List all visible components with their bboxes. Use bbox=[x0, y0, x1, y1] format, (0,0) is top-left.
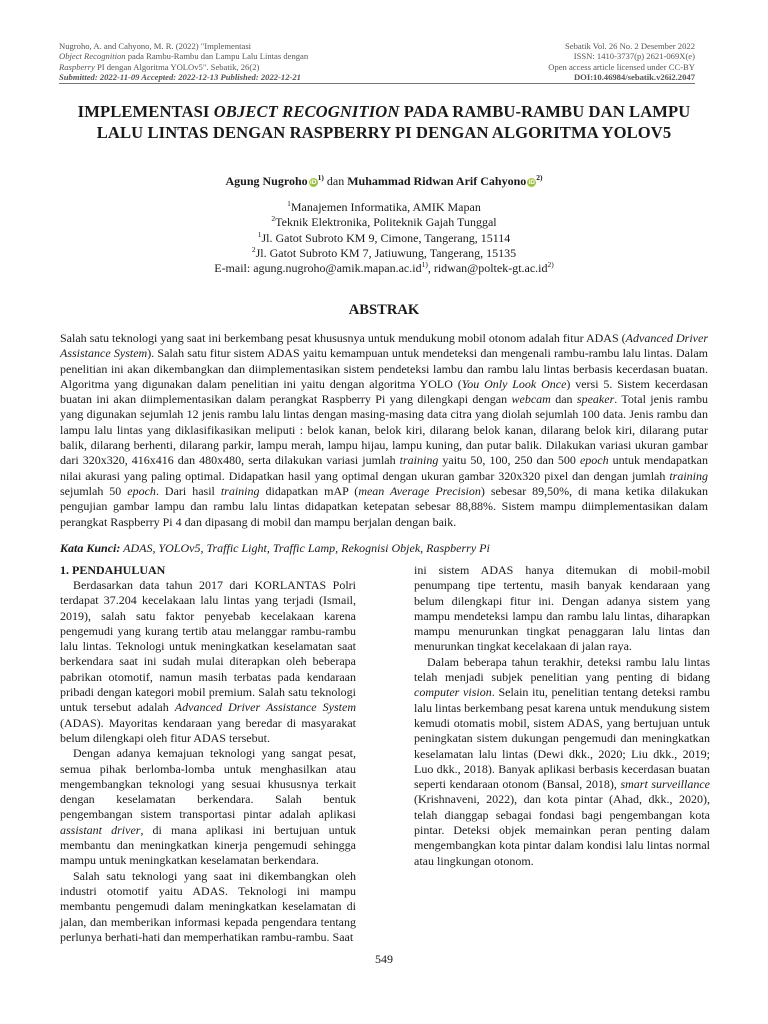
body-paragraph: Berdasarkan data tahun 2017 dari KORLANTAS Polri terdapat 37.204 kecelakaan lalu lintas yang terjadi (Ismail, 2019), salah satu faktor penyebab kecelakaan karena pengemudi yang kurang tertib atau melanggar rambu-rambu lalu lintas. Teknologi untuk meningkatkan keselamatan saat berkendara saat ini sudah mulai diterapkan oleh beberapa pabrikan otomotif, namun masih terbatas pada kendaraan pribadi dengan kategori mobil premium. Salah satu teknologi untuk tersebut adalah Advanced Driver Assistance System (ADAS). Mayoritas kendaraan yang beredar di masyarakat belum dilengkapi oleh fitur ADAS tersebut. bbox=[60, 578, 356, 745]
affiliation-line: $^2$Jl. Gatot Subroto KM 7, Jatiuwung, Tangerang, 15135 bbox=[251, 244, 517, 260]
body-column-left bbox=[60, 563, 356, 945]
author-1: Agung Nugroho bbox=[225, 174, 308, 188]
orcid-icon[interactable]: iD bbox=[309, 179, 317, 186]
header-divider bbox=[59, 83, 695, 84]
affiliation-line: $^1$Jl. Gatot Subroto KM 9, Cimone, Tangerang, 15114 bbox=[257, 229, 511, 245]
email-link-2[interactable]: ridwan@poltek-gt.ac.id bbox=[433, 261, 548, 276]
header-dates: Submitted: 2022-11-09 Accepted: 2022-12-13 Published: 2022-12-21 bbox=[59, 71, 301, 82]
author-2: Muhammad Ridwan Arif Cahyono bbox=[347, 174, 527, 188]
abstract-heading: ABSTRAK bbox=[348, 302, 420, 318]
body-paragraph: Salah satu teknologi yang saat ini dikembangkan oleh industri otomotif yaitu ADAS. Teknologi ini mampu membantu pengemudi dalam meningkatkan keselamatan di jalan, dan memberikan informasi kepada pengendara tentang perlunya berhati-hati dan memperhatikan rambu-rambu. Saat bbox=[60, 868, 356, 944]
abstract-paragraph: Salah satu teknologi yang saat ini berkembang pesat khususnya untuk mendukung mobil otonom adalah fitur ADAS (Advanced Driver Assistance System). Salah satu fitur sistem ADAS yaitu kemampuan untuk mendeteksi dan mengenali rambu-rambu lalu lintas. Dalam penelitian ini akan dikembangkan dan diimplementasikan sistem pendeteksi lambu dan rambu lalu lintas berbasis kecerdasan buatan. Algoritma yang digunakan dalam penelitian ini yaitu dengan algoritma YOLO (You Only Look Once) versi 5. Sistem kecerdasan buatan ini akan diimplementasikan dalam perangkat Raspberry Pi yang dilengkapi dengan webcam dan speaker. Total jenis rambu yang digunakan sejumlah 12 jenis rambu lalu lintas dengan masing-masing data citra yang diolah sejumlah 100 data. Jenis rambu dan lampu lalu lintas yang diklasifikasikan meliputi : belok kanan, belok kiri, dilarang belok kanan, dilarang belok kiri, dilarang putar balik, dilarang berhenti, dilarang parkir, lampu merah, lampu hijau, lampu kuning, dan putar balik. Dilakukan variasi ukuran gambar dari 320x320, 416x416 dan 480x480, serta dilakukan variasi jumlah training yaitu 50, 100, 250 dan 500 epoch untuk mendapatkan nilai akurasi yang paling optimal. Didapatkan hasil yang optimal dengan ukuran gambar 320x320 pixel dan dengan jumlah training sejumlah 50 epoch. Dari hasil training didapatkan mAP (mean Average Precision) sebesar 89,50%, di mana ketika dilakukan pengujian gambar lampu dan rambu lalu lintas didapatkan ketepatan sebesar 88,88%. Sistem mampu diimplementasikan dalam perangkat Raspberry Pi 4 dan dipasang di mobil dan mampu berjalan dengan baik. bbox=[60, 331, 709, 529]
email-line: E-mail: $agung.nugroho@amik.mapan.ac.id^{1)}$, $ridwan@poltek-gt.ac.id^{2)}$ bbox=[214, 260, 554, 276]
keywords-label: Kata Kunci: bbox=[60, 541, 121, 555]
header-citation-line1: Nugroho, A. and Cahyono, M. R. (2022) "Implementasi bbox=[59, 41, 252, 51]
affiliations bbox=[60, 200, 708, 276]
orcid-icon[interactable]: iD bbox=[528, 179, 535, 186]
running-header-journal bbox=[435, 41, 695, 82]
header-license: Open access article licensed under CC-BY bbox=[548, 61, 695, 72]
keywords-list: ADAS, YOLOv5, Traffic Light, Traffic Lamp, Rekognisi Objek, Raspberry Pi bbox=[120, 541, 490, 555]
body-column-right bbox=[414, 563, 710, 869]
header-citation-line2: Object Recognition pada Rambu-Rambu dan Lampu Lalu Lintas dengan bbox=[59, 51, 309, 62]
affiliation-line: $^2$Teknik Elektronika, Politeknik Gajah Tunggal bbox=[271, 214, 497, 230]
running-header-citation bbox=[59, 41, 389, 82]
keywords bbox=[60, 541, 708, 556]
affiliation-line: $^1$Manajemen Informatika, AMIK Mapan bbox=[287, 199, 481, 214]
header-issn: ISSN: 1410-3737(p) 2621-069X(e) bbox=[573, 51, 695, 62]
paper-title: IMPLEMENTASI OBJECT RECOGNITION PADA RAMBU-RAMBU DAN LAMPU LALU LINTAS DENGAN RASPBERRY PI DENGAN ALGORITMA YOLOV5 bbox=[77, 102, 691, 142]
header-citation-line3: Raspberry PI dengan Algoritma YOLOv5". Sebatik, 26(2) bbox=[59, 61, 260, 72]
body-paragraph: Dalam beberapa tahun terakhir, deteksi rambu lalu lintas telah menjadi subjek penelitian yang penting di bidang computer vision. Selain itu, penelitian tentang deteksi rambu lalu lintas berkembang pesat karena untuk mendukung sistem kemudi otomatis mobil, sistem ADAS, yang bertujuan untuk peningkatan sistem dukungan pengemudi dan meningkatkan keselamatan lalu lintas (Dewi dkk., 2020; Liu dkk., 2019; Luo dkk., 2018). Banyak aplikasi berbasis kecerdasan buatan seperti kendaraan otonom (Bansal, 2018), smart surveillance (Krishnaveni, 2022), dan kota pintar (Ahad, dkk., 2020), telah dianggap sebagai fondasi bagi pengembangan kota pintar. Deteksi objek memainkan peran penting dalam mengembangkan kota pintar dalam kondisi lalu lintas normal atau lingkungan otonom. bbox=[414, 654, 710, 868]
abstract-body bbox=[60, 331, 708, 530]
header-journal-volume: Sebatik Vol. 26 No. 2 Desember 2022 bbox=[564, 41, 695, 51]
author-line: Agung Nugroho $iD^{1)}$ dan Muhammad Ridwan Arif Cahyono $iD^{2)}$ bbox=[225, 173, 543, 188]
page-number: 549 bbox=[375, 952, 393, 966]
body-paragraph: ini sistem ADAS hanya ditemukan di mobil-mobil penumpang tipe tertentu, masih banyak kendaraan yang belum dilengkapi fitur ini. Dengan adanya sistem yang mampu mendeteksi lampu dan rambu lalu lintas, diharapkan mampu menurunkan tingkat penaggaran lalu lintas dan menurunkan tingkat kecelakaan di jalan raya. bbox=[414, 563, 710, 654]
body-paragraph: Dengan adanya kemajuan teknologi yang sangat pesat, semua pihak berlomba-lomba untuk menghasilkan atau mengembangkan teknologi yang sesuai khususnya terkait dengan keselamatan berkendara. Salah bentuk pengembangan sistem transportasi pintar adalah aplikasi assistant driver, di mana aplikasi ini bertujuan untuk membantu dan meningkatkan kinerja pengemudi sehingga mampu untuk meningkatkan keselamatan berkendara. bbox=[60, 746, 356, 868]
section-heading: 1. PENDAHULUAN bbox=[60, 563, 166, 577]
email-link-1[interactable]: agung.nugroho@amik.mapan.ac.id bbox=[253, 261, 422, 276]
header-doi: DOI:10.46984/sebatik.v26i2.2047 bbox=[573, 71, 695, 82]
